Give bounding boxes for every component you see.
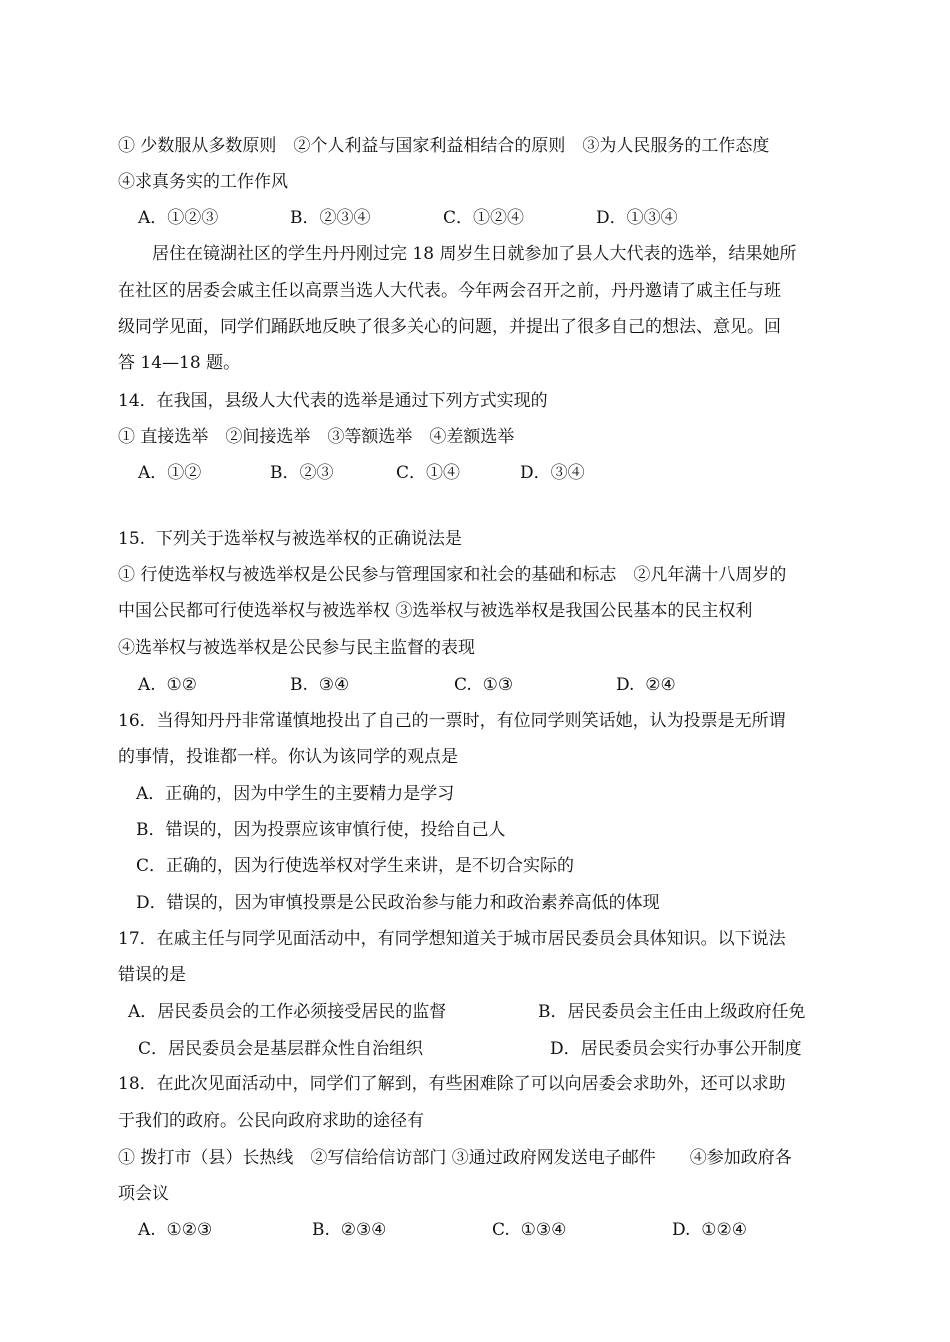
q17-stem-line-2: 错误的是 [118,965,186,985]
q14-statements: ① 直接选举 ②间接选举 ③等额选举 ④差额选举 [118,427,515,447]
q13-statements: ① 少数服从多数原则 ②个人利益与国家利益相结合的原则 ③为人民服务的工作态度 [118,136,770,156]
material-line-3: 级同学见面，同学们踊跃地反映了很多关心的问题，并提出了很多自己的想法、意见。回 [118,317,781,337]
q13-option-b: B．②③④ [290,208,371,228]
q15-statement-line-3: ④选举权与被选举权是公民参与民主监督的表现 [118,638,475,658]
q18-option-c: C. ①③④ [492,1220,567,1240]
q17-option-d: D．居民委员会实行办事公开制度 [550,1039,802,1059]
q18-stem-line-1: 18．在此次见面活动中，同学们了解到，有些困难除了可以向居委会求助外，还可以求助 [118,1074,786,1094]
q16-option-c: C．正确的，因为行使选举权对学生来讲，是不切合实际的 [136,856,575,876]
q18-option-d: D. ①②④ [672,1220,747,1240]
q18-option-b: B. ②③④ [312,1220,387,1240]
q18-option-a: A. ①②③ [138,1220,213,1240]
q15-statement-line-2: 中国公民都可行使选举权与被选举权 ③选举权与被选举权是我国公民基本的民主权利 [118,601,753,621]
material-line-4: 答 14—18 题。 [118,353,241,373]
q15-stem: 15. 下列关于选举权与被选举权的正确说法是 [118,529,462,549]
q15-statement-line-1: ① 行使选举权与被选举权是公民参与管理国家和社会的基础和标志 ②凡年满十八周岁的 [118,565,787,585]
q16-option-b: B．错误的，因为投票应该审慎行使，投给自己人 [136,820,506,840]
q14-option-b: B．②③ [270,463,334,483]
q18-statement-line-1: ① 拨打市（县）长热线 ②写信给信访部门 ③通过政府网发送电子邮件 ④参加政府各 [118,1148,792,1168]
q16-option-a: A．正确的，因为中学生的主要精力是学习 [136,784,455,804]
q17-option-a: A．居民委员会的工作必须接受居民的监督 [128,1002,447,1022]
q15-option-c: C. ①③ [454,675,514,695]
q15-option-b: B. ③④ [290,675,350,695]
q13-option-c: C．①②④ [443,208,525,228]
q15-option-a: A. ①② [138,675,197,695]
material-line-2: 在社区的居委会戚主任以高票当选人大代表。今年两会召开之前，丹丹邀请了戚主任与班 [118,281,781,301]
q14-option-c: C．①④ [396,463,461,483]
q15-option-d: D. ②④ [616,675,676,695]
q16-option-d: D．错误的，因为审慎投票是公民政治参与能力和政治素养高低的体现 [136,893,660,913]
q14-option-d: D．③④ [520,463,585,483]
q17-stem-line-1: 17．在戚主任与同学见面活动中，有同学想知道关于城市居民委员会具体知识。以下说法 [118,929,786,949]
q14-stem: 14．在我国，县级人大代表的选举是通过下列方式实现的 [118,391,548,411]
q17-option-b: B．居民委员会主任由上级政府任免 [538,1002,806,1022]
q16-stem-line-2: 的事情，投谁都一样。你认为该同学的观点是 [118,747,458,767]
q18-statement-line-2: 项会议 [118,1184,169,1204]
q18-stem-line-2: 于我们的政府。公民向政府求助的途径有 [118,1111,424,1131]
q13-statements-cont: ④求真务实的工作作风 [118,172,288,192]
q13-option-a: A．①②③ [138,208,219,228]
q16-stem-line-1: 16．当得知丹丹非常谨慎地投出了自己的一票时，有位同学则笑话她，认为投票是无所谓 [118,711,786,731]
q13-option-d: D．①③④ [596,208,678,228]
material-line-1: 居住在镜湖社区的学生丹丹刚过完 18 周岁生日就参加了县人大代表的选举，结果她所 [152,244,797,264]
q17-option-c: C．居民委员会是基层群众性自治组织 [138,1039,424,1059]
q14-option-a: A．①② [138,463,202,483]
